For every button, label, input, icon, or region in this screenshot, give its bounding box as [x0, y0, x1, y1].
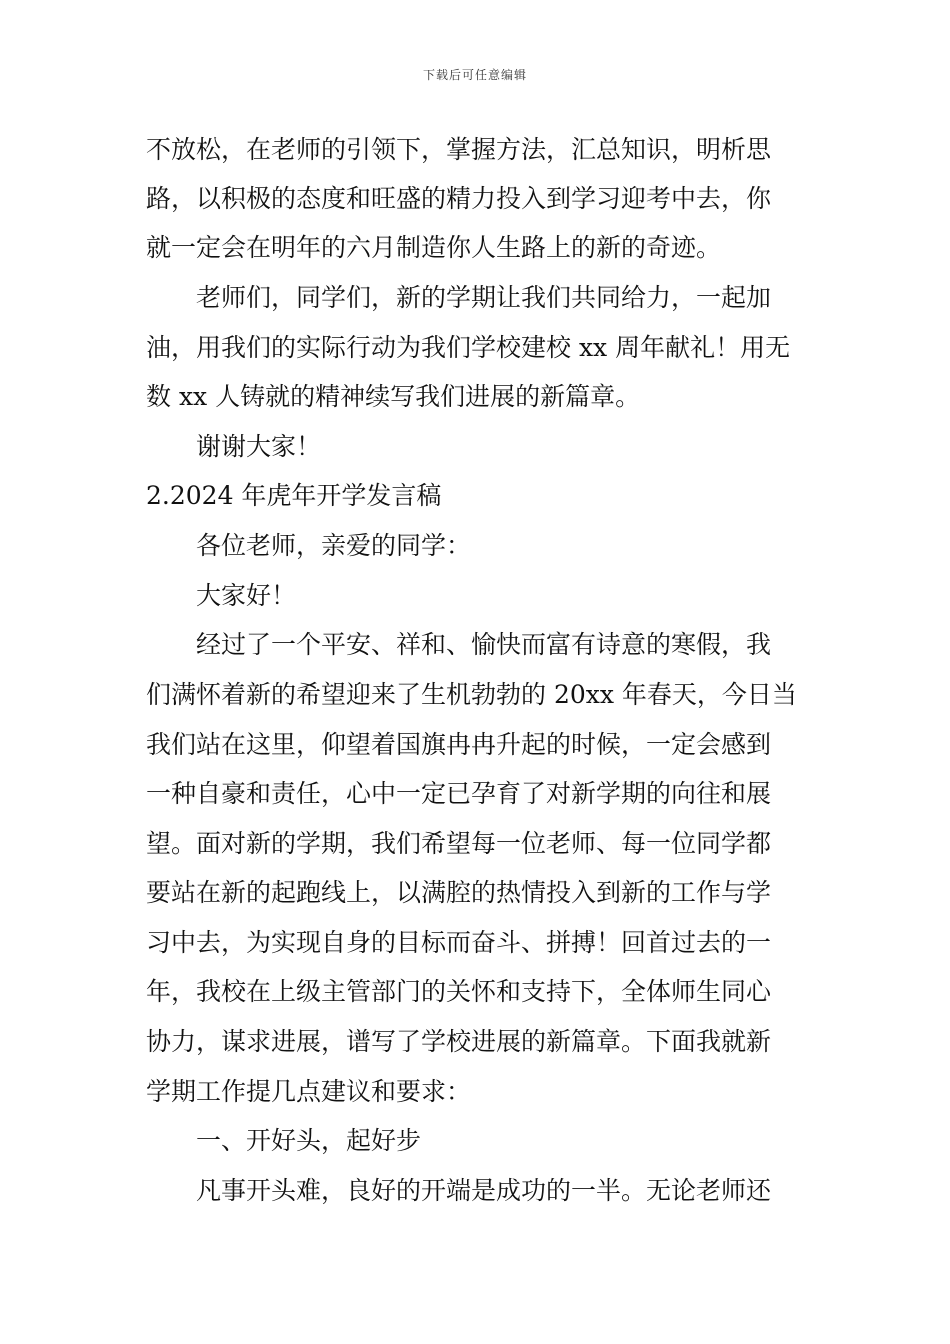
section-heading: 2.2024 年虎年开学发言稿 — [146, 481, 442, 510]
text-line: 望。面对新的学期，我们希望每一位老师、每一位同学都 — [146, 829, 772, 858]
text-line: 大家好！ — [196, 581, 297, 610]
text-line: 学期工作提几点建议和要求： — [146, 1077, 472, 1106]
text-line: 油，用我们的实际行动为我们学校建校 xx 周年献礼！用无 — [146, 333, 791, 362]
text-line: 我们站在这里，仰望着国旗冉冉升起的时候，一定会感到 — [146, 730, 772, 759]
text-line: 经过了一个平安、祥和、愉快而富有诗意的寒假，我 — [196, 630, 772, 659]
text-line: 数 xx 人铸就的精神续写我们进展的新篇章。 — [146, 382, 641, 411]
text-line: 一种自豪和责任，心中一定已孕育了对新学期的向往和展 — [146, 779, 772, 808]
page-header: 下载后可任意编辑 — [422, 68, 527, 82]
text-line: 协力，谋求进展，谱写了学校进展的新篇章。下面我就新 — [146, 1027, 772, 1056]
text-line: 谢谢大家！ — [196, 432, 322, 461]
text-line: 年，我校在上级主管部门的关怀和支持下，全体师生同心 — [146, 977, 772, 1006]
text-line: 路，以积极的态度和旺盛的精力投入到学习迎考中去，你 — [146, 184, 772, 213]
text-line: 老师们，同学们，新的学期让我们共同给力，一起加 — [196, 283, 772, 312]
text-line: 们满怀着新的希望迎来了生机勃勃的 20xx 年春天，今日当 — [146, 680, 797, 709]
text-line: 要站在新的起跑线上，以满腔的热情投入到新的工作与学 — [146, 878, 772, 907]
text-line: 凡事开头难，良好的开端是成功的一半。无论老师还 — [196, 1176, 772, 1205]
text-line: 不放松，在老师的引领下，掌握方法，汇总知识，明析思 — [146, 135, 772, 164]
text-line: 各位老师，亲爱的同学： — [196, 531, 472, 560]
text-line: 习中去，为实现自身的目标而奋斗、拼搏！回首过去的一 — [146, 928, 772, 957]
text-line: 就一定会在明年的六月制造你人生路上的新的奇迹。 — [146, 233, 722, 262]
subheading: 一、开好头，起好步 — [196, 1126, 422, 1155]
